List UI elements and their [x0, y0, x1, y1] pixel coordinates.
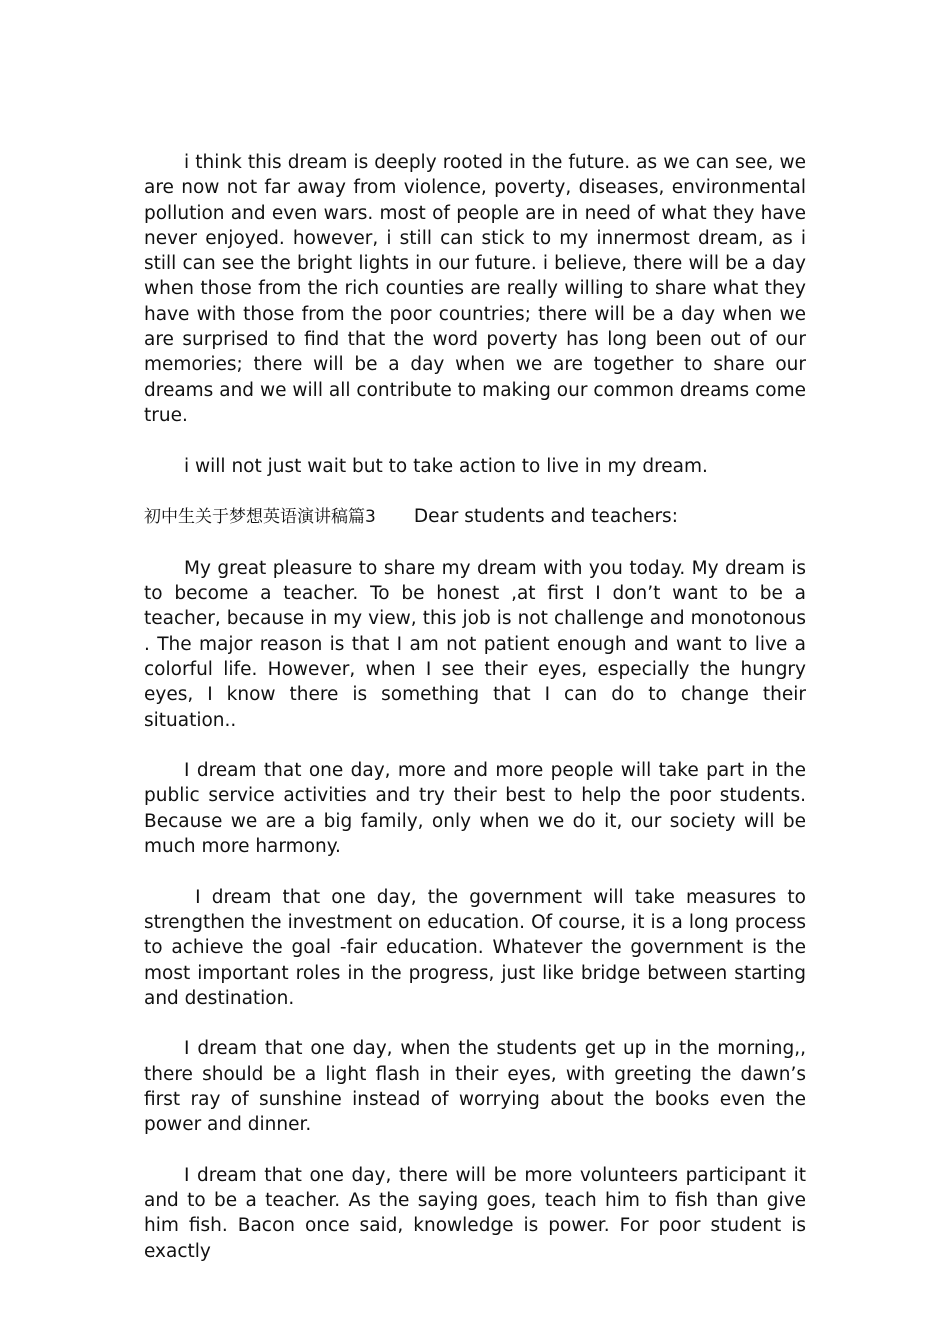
paragraph-future-dream: i think this dream is deeply rooted in the future. as we can see, we are now not far away from violence, poverty, diseases, environmental pollution and even wars. most of people are in need of what they have never enjoyed. however, i still can stick to my innermost dream, as i still can see the bright lights in our future. i believe, there will be a day when those from the rich counties are really willing to share what they have with those from the poor countries; there will be a day when we are surprised to find that the word poverty has long been out of our memories; there will be a day when we are together to share our dreams and we will all contribute to making our common dreams come true. [144, 152, 812, 426]
document-page [144, 150, 812, 1264]
paragraph-public-service: I dream that one day, more and more people will take part in the public service activities and try their best to help the poor students. Because we are a big family, only when we do it, our society will be much more harmony. [144, 760, 812, 858]
paragraph-take-action: i will not just wait but to take action to live in my dream. [184, 455, 708, 477]
section-heading: 初中生关于梦想英语演讲稿篇3 [144, 507, 376, 528]
paragraph-government-education: I dream that one day, the government will take measures to strengthen the investment on education. Of course, it is a long process to achieve the goal -fair education. Whatever the government is the most important roles in the progress, just like bridge between starting and destination. [144, 886, 812, 1009]
paragraph-become-teacher: My great pleasure to share my dream with you today. My dream is to become a teacher. To be honest ,at first I don’t want to be a teacher, because in my view, this job is not challenge and monotonous . The major reason is that I am not patient enough and want to live a colorful life. However, when I see their eyes, especially the hungry eyes, I know there is something that I can do to change their situation.. [144, 557, 812, 731]
paragraph-volunteers: I dream that one day, there will be more volunteers participant it and to be a teacher. As the saying goes, teach him to fish than give him fish. Bacon once said, knowledge is power. For poor student is exactly [144, 1164, 812, 1262]
section-heading-line [144, 504, 806, 530]
greeting: Dear students and teachers: [413, 506, 678, 528]
paragraph-students-morning: I dream that one day, when the students get up in the morning,, there should be a light flash in their eyes, with greeting the dawn’s first ray of sunshine instead of worrying about the books even the power and dinner. [144, 1038, 812, 1136]
